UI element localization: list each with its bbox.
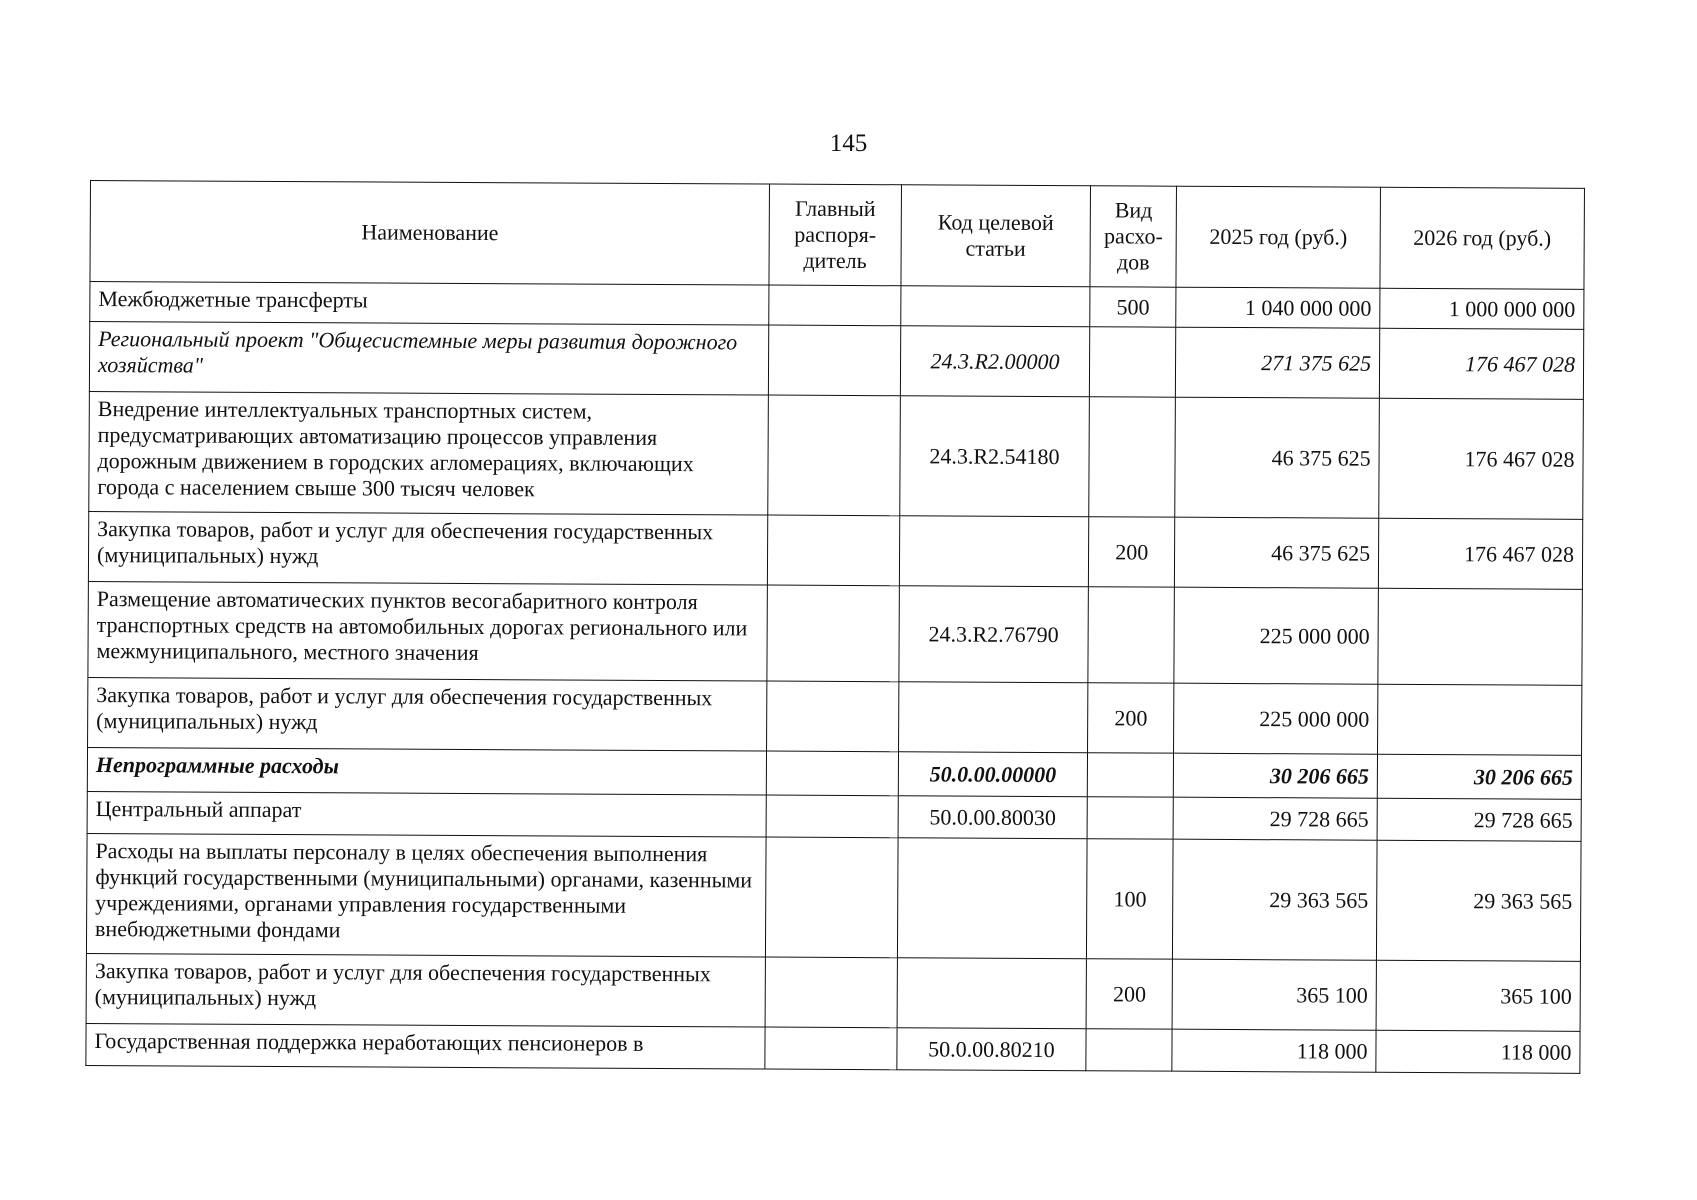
cell-2026: 365 100 [1376,960,1580,1031]
cell-2025: 46 375 625 [1175,397,1380,518]
cell-2026: 30 206 665 [1377,754,1581,799]
cell-2026 [1378,588,1582,685]
cell-name: Размещение автоматических пунктов весогабаритного контроля транспортных средств на автомобильных дорогах регионального или межмуниципального, местного значения [88,581,768,681]
cell-type [1086,1029,1172,1071]
cell-2025: 29 363 565 [1173,839,1378,960]
budget-table [85,180,1585,1074]
cell-name: Государственная поддержка неработающих пенсионеров в [86,1023,766,1069]
header-code: Код целевой статьи [901,185,1091,287]
cell-2025: 29 728 665 [1173,797,1377,840]
cell-name: Закупка товаров, работ и услуг для обеспечения государственных (муниципальных) нужд [88,677,768,751]
table-body [86,282,1584,1074]
cell-2026: 1 000 000 000 [1380,288,1584,329]
cell-code: 24.3.R2.54180 [899,396,1089,517]
table-row [88,581,1582,685]
cell-code: 50.0.00.80030 [898,796,1088,839]
cell-name: Региональный проект "Общесистемные меры развития дорожного хозяйства" [89,322,769,396]
cell-2025: 225 000 000 [1174,587,1378,684]
header-2025: 2025 год (руб.) [1176,186,1380,288]
cell-manager [769,325,901,396]
cell-name: Закупка товаров, работ и услуг для обеспечения государственных (муниципальных) нужд [88,511,768,585]
cell-name: Закупка товаров, работ и услуг для обеспечения государственных (муниципальных) нужд [86,953,766,1027]
header-name: Наименование [90,181,770,286]
cell-2026: 29 728 665 [1377,798,1581,841]
cell-code [900,286,1090,327]
cell-2025: 1 040 000 000 [1176,287,1380,328]
cell-type [1089,397,1175,517]
cell-type [1087,797,1173,839]
table-row [86,833,1581,961]
cell-manager [768,515,900,586]
cell-name: Расходы на выплаты персоналу в целях обеспечения выполнения функций государственными (муниципальными) органами, казенными учреждениями, органами управления государственными внебюджетными фондами [86,833,766,957]
table-row [89,322,1583,400]
cell-2025: 30 206 665 [1173,753,1377,798]
cell-code: 24.3.R2.76790 [898,586,1088,683]
cell-code [899,516,1089,587]
cell-manager [766,837,898,958]
table-row [89,391,1584,519]
cell-code: 24.3.R2.00000 [900,326,1090,397]
cell-2026: 176 467 028 [1379,398,1584,519]
header-manager: Главный распоря-дитель [769,184,901,286]
cell-2025: 46 375 625 [1175,517,1379,588]
cell-2025: 118 000 [1172,1029,1376,1072]
cell-manager [765,1027,896,1070]
cell-code [898,682,1088,753]
table-row [88,677,1582,755]
cell-2025: 225 000 000 [1174,683,1378,754]
cell-manager [767,751,898,796]
cell-2026: 29 363 565 [1376,840,1581,961]
cell-name: Межбюджетные трансферты [90,282,770,326]
cell-type [1090,327,1176,397]
header-type: Вид расхо-дов [1090,186,1176,287]
cell-name: Внедрение интеллектуальных транспортных систем, предусматривающих автоматизацию процессов управления дорожным движением в городских агломерациях, включающих города с населением свыше 300 тысяч человек [89,391,769,515]
cell-code [897,838,1087,959]
table-row [87,747,1581,799]
cell-type: 200 [1088,683,1174,753]
cell-2026 [1378,684,1582,755]
cell-manager [768,395,900,516]
cell-type: 200 [1089,517,1175,587]
cell-type [1088,587,1174,683]
cell-type: 500 [1090,287,1176,327]
cell-2026: 118 000 [1376,1030,1580,1073]
cell-2025: 271 375 625 [1176,327,1380,398]
cell-manager [765,957,897,1028]
cell-type [1088,753,1174,797]
header-2026: 2026 год (руб.) [1380,187,1584,289]
cell-2026: 176 467 028 [1378,518,1582,589]
cell-code: 50.0.00.00000 [898,752,1088,797]
cell-manager [769,285,900,326]
cell-2025: 365 100 [1172,959,1376,1030]
table-row [86,1023,1580,1073]
cell-code: 50.0.00.80210 [896,1028,1086,1071]
cell-manager [767,585,899,682]
table-row [86,953,1580,1031]
cell-2026: 176 467 028 [1379,328,1583,399]
cell-name: Непрограммные расходы [87,747,767,795]
table-header-row [90,181,1585,290]
cell-type: 100 [1087,839,1173,959]
cell-code [897,958,1087,1029]
cell-type: 200 [1086,959,1172,1029]
table-row [88,511,1582,589]
cell-manager [767,681,899,752]
cell-manager [766,795,897,838]
page-number: 145 [829,130,868,157]
cell-name: Центральный аппарат [87,791,767,837]
